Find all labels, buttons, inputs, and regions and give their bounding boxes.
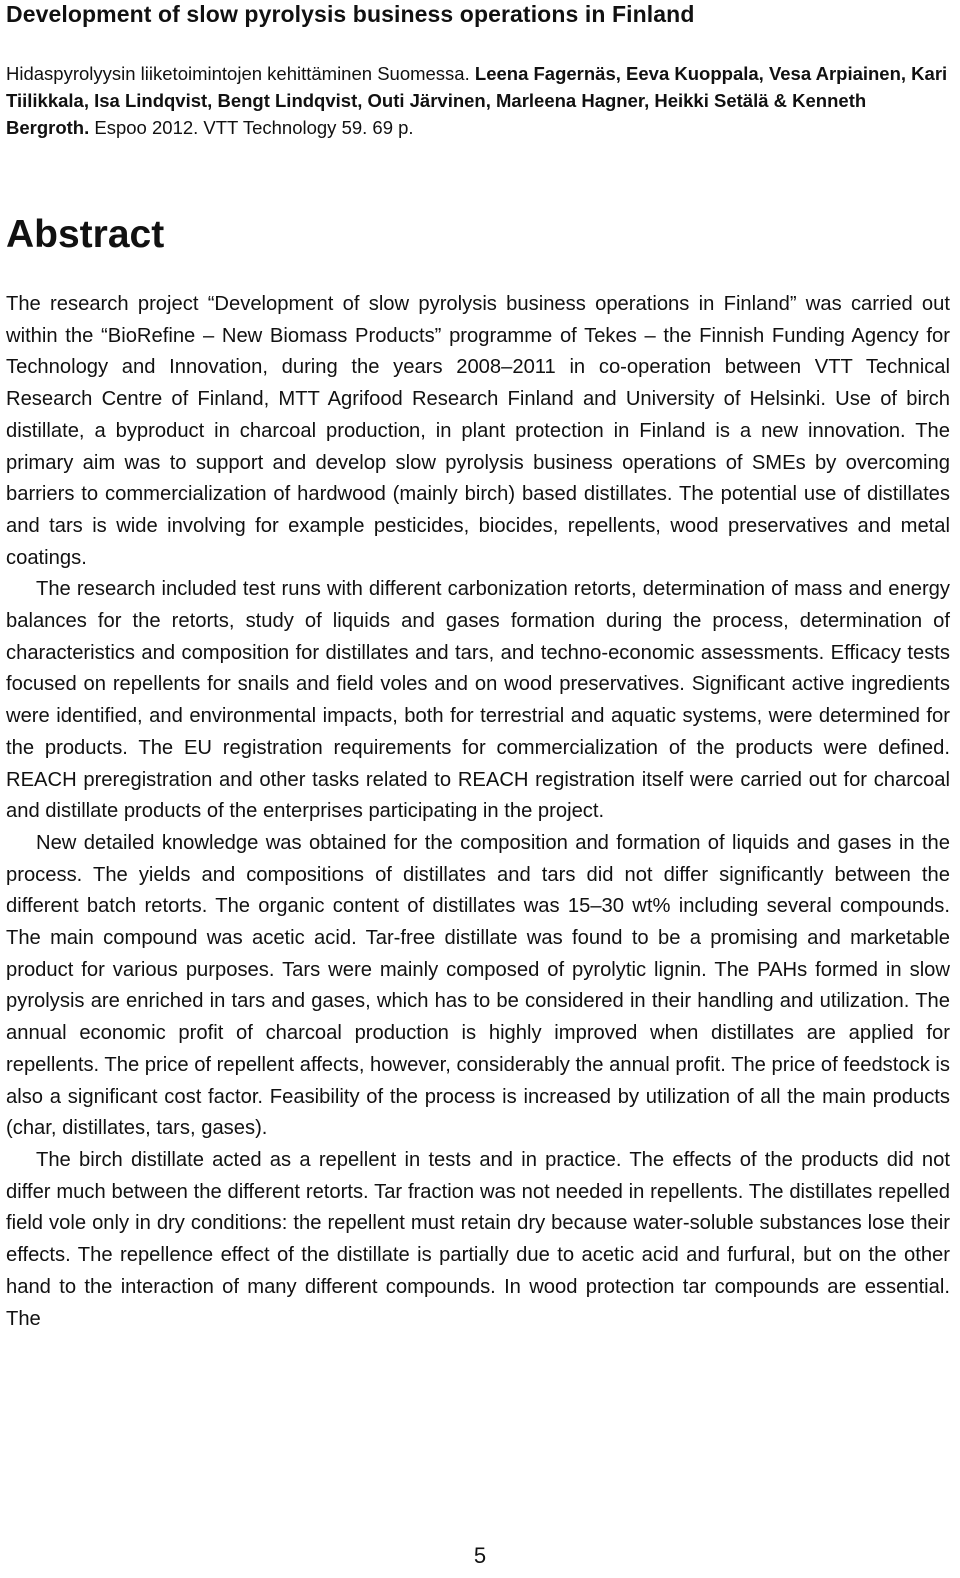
citation-finnish-title: Hidaspyrolyysin liiketoimintojen kehittäminen Suomessa.	[6, 63, 475, 84]
document-title: Development of slow pyrolysis business operations in Finland	[6, 1, 695, 27]
abstract-body	[6, 289, 950, 1335]
abstract-paragraph: The research project “Development of slow pyrolysis business operations in Finland” was carried out within the “BioRefine – New Biomass Products” programme of Tekes – the Finnish Funding Agency for Technology and Innovation, during the years 2008–2011 in co-operation between VTT Technical Research Centre of Finland, MTT Agrifood Research Finland and University of Helsinki. Use of birch distillate, a byproduct in charcoal production, in plant protection in Finland is a new innovation. The primary aim was to support and develop slow pyrolysis business operations of SMEs by overcoming barriers to commercialization of hardwood (mainly birch) based distillates. The potential use of distillates and tars is wide involving for example pesticides, biocides, repellents, wood preservatives and metal coatings.	[6, 293, 950, 569]
citation	[6, 60, 950, 141]
page-number: 5	[473, 1543, 487, 1568]
abstract-paragraph: The birch distillate acted as a repellent in tests and in practice. The effects of the products did not differ much between the different retorts. Tar fraction was not needed in repellents. The distillates repelled field vole only in dry conditions: the repellent must retain dry because water-soluble substances lose their effects. The repellence effect of the distillate is partially due to acetic acid and furfural, but on the other hand to the interaction of many different compounds. In wood protection tar compounds are essential. The	[6, 1148, 950, 1330]
abstract-paragraph: New detailed knowledge was obtained for the composition and formation of liquids and gases in the process. The yields and compositions of distillates and tars did not differ significantly between the different batch retorts. The organic content of distillates was 15–30 wt% including several compounds. The main compound was acetic acid. Tar-free distillate was found to be a promising and marketable product for various purposes. Tars were mainly composed of pyrolytic lignin. The PAHs formed in slow pyrolysis are enriched in tars and gases, which has to be considered in their handling and utilization. The annual economic profit of charcoal production is highly improved when distillates are applied for repellents. The price of repellent affects, however, considerably the annual profit. The price of feedstock is also a significant cost factor. Feasibility of the process is increased by utilization of all the main products (char, distillates, tars, gases).	[6, 831, 950, 1140]
abstract-paragraph: The research included test runs with different carbonization retorts, determination of mass and energy balances for the retorts, study of liquids and gases formation during the process, determination of characteristics and composition for distillates and tars, and techno-economic assessments. Efficacy tests focused on repellents for snails and field voles and on wood preservatives. Significant active ingredients were identified, and environmental impacts, both for terrestrial and aquatic systems, were determined for the products. The EU registration requirements for commercialization of the products were defined. REACH preregistration and other tasks related to REACH registration itself were carried out for charcoal and distillate products of the enterprises participating in the project.	[6, 578, 950, 823]
abstract-heading: Abstract	[6, 213, 165, 256]
citation-publication: Espoo 2012. VTT Technology 59. 69 p.	[89, 117, 414, 138]
citation-authors: Leena Fagernäs, Eeva Kuoppala, Vesa Arpiainen, Kari Tiilikkala, Isa Lindqvist, Bengt Lindqvist, Outi Järvinen, Marleena Hagner, Heikki Setälä & Kenneth Bergroth.	[6, 63, 948, 138]
